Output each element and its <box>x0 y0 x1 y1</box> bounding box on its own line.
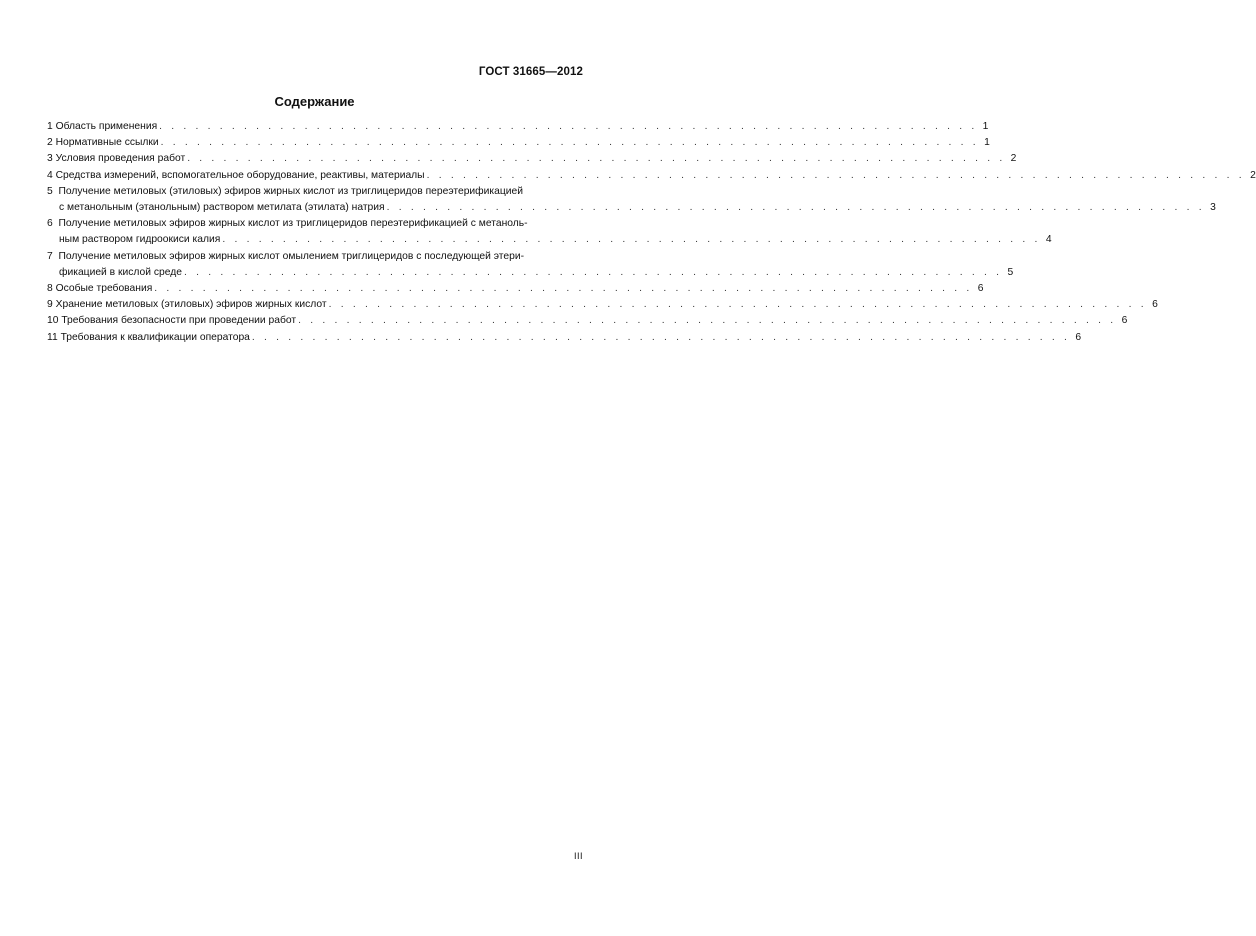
toc-entry-page: 1 <box>982 121 989 132</box>
toc-entry-number: 5 <box>47 185 53 197</box>
toc-entry-page: 6 <box>1075 331 1082 343</box>
toc-entry-page: 3 <box>1210 202 1216 214</box>
toc-entry-number: 3 <box>47 153 53 165</box>
toc-entry-page: 5 <box>1007 266 1014 278</box>
toc-entry-1[interactable] <box>47 119 989 135</box>
toc-leader-dots: . . . . . . . . . . . . . . . . . . . . . . . . . . . . . . . . . . . . . . . . . . . . . . . . . . . . . . . . . . . . . . . . . . . . <box>187 153 1006 165</box>
toc-leader-dots: . . . . . . . . . . . . . . . . . . . . . . . . . . . . . . . . . . . . . . . . . . . . . . . . . . . . . . . . . . . . . . . . . . . . <box>386 202 1205 214</box>
toc-entry-title: Нормативные ссылки <box>55 137 159 149</box>
toc-entry-title-line2: с метанольным (этанольным) раствором метилата (этилата) натрия <box>59 202 385 214</box>
toc-entry-title: Условия проведения работ <box>55 153 186 165</box>
toc-leader-dots: . . . . . . . . . . . . . . . . . . . . . . . . . . . . . . . . . . . . . . . . . . . . . . . . . . . . . . . . . . . . . . . . . . . . <box>160 137 979 149</box>
toc-entry-number: 1 <box>47 121 53 132</box>
toc-entry-number: 9 <box>47 299 53 311</box>
toc-entry-number: 10 <box>47 315 59 327</box>
table-of-contents <box>47 119 1256 346</box>
toc-entry-number: 4 <box>47 169 53 181</box>
toc-leader-dots: . . . . . . . . . . . . . . . . . . . . . . . . . . . . . . . . . . . . . . . . . . . . . . . . . . . . . . . . . . . . . . . . . . . . <box>159 121 978 132</box>
toc-entry-title-line1: Получение метиловых эфиров жирных кислот из триглицеридов переэтерификацией с метаноль- <box>58 218 528 230</box>
toc-entry-page: 1 <box>984 137 990 149</box>
toc-entry-page: 4 <box>1045 234 1052 246</box>
toc-entry-title-line1: Получение метиловых (этиловых) эфиров жирных кислот из триглицеридов переэтерификацией <box>58 185 523 197</box>
toc-leader-dots: . . . . . . . . . . . . . . . . . . . . . . . . . . . . . . . . . . . . . . . . . . . . . . . . . . . . . . . . . . . . . . . . . . . . <box>298 315 1117 327</box>
toc-entry-title: Хранение метиловых (этиловых) эфиров жирных кислот <box>55 299 327 311</box>
toc-entry-page: 2 <box>1250 169 1256 181</box>
toc-entry-5[interactable] <box>47 184 1216 216</box>
toc-entry-11[interactable] <box>47 330 1082 346</box>
toc-entry-title: Требования безопасности при проведении работ <box>61 315 297 327</box>
toc-entry-title: Средства измерений, вспомогательное оборудование, реактивы, материалы <box>55 169 425 181</box>
toc-title: Содержание <box>274 94 355 109</box>
toc-entry-title-line2: ным раствором гидроокиси калия <box>59 234 221 246</box>
toc-entry-number: 11 <box>47 331 58 343</box>
toc-entry-title-line1: Получение метиловых эфиров жирных кислот омылением триглицеридов с последующей этери- <box>58 250 525 262</box>
toc-leader-dots: . . . . . . . . . . . . . . . . . . . . . . . . . . . . . . . . . . . . . . . . . . . . . . . . . . . . . . . . . . . . . . . . . . . . <box>426 169 1245 181</box>
toc-entry-3[interactable] <box>47 151 1017 167</box>
page-number: III <box>573 851 583 861</box>
toc-entry-number: 7 <box>47 250 53 262</box>
document-code: ГОСТ 31665—2012 <box>478 66 583 78</box>
toc-entry-4[interactable] <box>47 168 1256 184</box>
toc-entry-number: 6 <box>47 218 53 230</box>
toc-entry-10[interactable] <box>47 313 1128 329</box>
toc-entry-number: 2 <box>47 137 53 149</box>
toc-entry-page: 6 <box>1152 299 1158 311</box>
toc-entry-number: 8 <box>47 283 53 295</box>
toc-entry-2[interactable] <box>47 135 990 151</box>
toc-entry-6[interactable] <box>47 216 1052 248</box>
toc-leader-dots: . . . . . . . . . . . . . . . . . . . . . . . . . . . . . . . . . . . . . . . . . . . . . . . . . . . . . . . . . . . . . . . . . . . . <box>251 331 1071 343</box>
toc-leader-dots: . . . . . . . . . . . . . . . . . . . . . . . . . . . . . . . . . . . . . . . . . . . . . . . . . . . . . . . . . . . . . . . . . . . . <box>183 266 1003 278</box>
toc-entry-7[interactable] <box>47 249 1014 281</box>
toc-entry-page: 6 <box>977 283 984 295</box>
toc-entry-title: Область применения <box>55 121 158 132</box>
toc-entry-title: Особые требования <box>55 283 153 295</box>
toc-entry-9[interactable] <box>47 297 1158 313</box>
toc-entry-page: 2 <box>1010 153 1017 165</box>
toc-entry-8[interactable] <box>47 281 984 297</box>
toc-entry-page: 6 <box>1121 315 1128 327</box>
toc-entry-title-line2: фикацией в кислой среде <box>59 266 182 278</box>
toc-leader-dots: . . . . . . . . . . . . . . . . . . . . . . . . . . . . . . . . . . . . . . . . . . . . . . . . . . . . . . . . . . . . . . . . . . . . <box>222 234 1041 246</box>
toc-leader-dots: . . . . . . . . . . . . . . . . . . . . . . . . . . . . . . . . . . . . . . . . . . . . . . . . . . . . . . . . . . . . . . . . . . . . <box>328 299 1147 311</box>
toc-leader-dots: . . . . . . . . . . . . . . . . . . . . . . . . . . . . . . . . . . . . . . . . . . . . . . . . . . . . . . . . . . . . . . . . . . . . <box>154 283 973 295</box>
toc-entry-title: Требования к квалификации оператора <box>60 331 250 343</box>
